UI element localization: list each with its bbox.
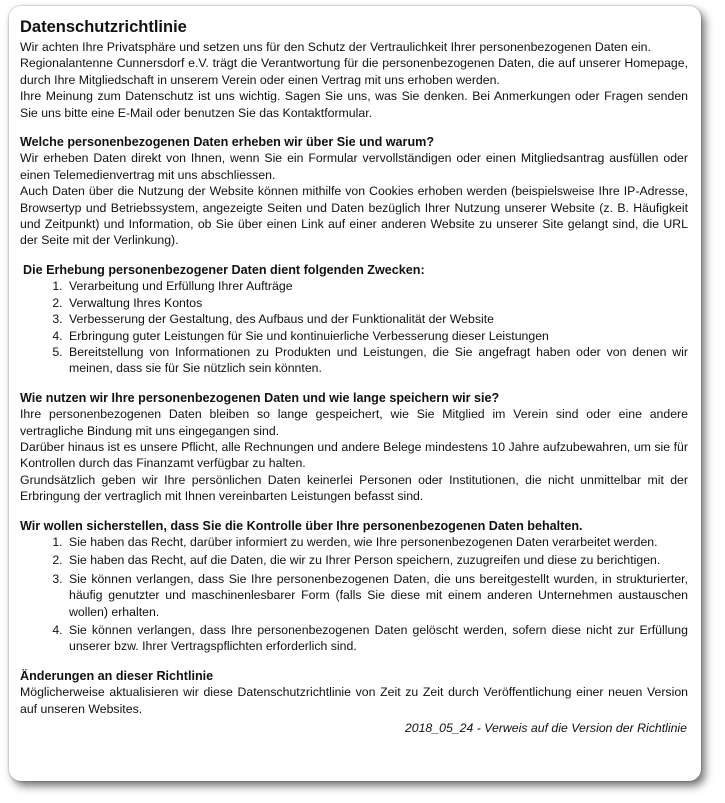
list-item: 5. Bereitstellung von Informationen zu Produkten und Leistungen, die Sie angefragt haben oder von denen wir meinen, dass sie für Sie nützlich sein könnten. — [66, 344, 688, 377]
version-note: 2018_05_24 - Verweis auf die Version der Richtlinie — [404, 721, 687, 736]
section3-paragraph-3: Grundsätzlich geben wir Ihre persönlichen Daten keinerlei Personen oder Institutionen, die nicht unmittelbar mit der Erbringung der vertraglich mit Ihnen vereinbarten Leistungen befasst sind. — [20, 472, 688, 504]
section-heading-usage-retention: Wie nutzen wir Ihre personenbezogenen Daten und wie lange speichern wir sie? — [20, 390, 500, 405]
section5-paragraph: Möglicherweise aktualisieren wir diese Datenschutzrichtlinie von Zeit zu Zeit durch Veröffentlichung einer neuen Version auf unseren Websites. — [20, 685, 688, 716]
section-heading-changes: Änderungen an dieser Richtlinie — [20, 668, 214, 683]
intro-paragraph-2: Regionalantenne Cunnersdorf e.V. trägt die Verantwortung für die personenbezogenen Daten, die auf unserer Homepage, durch Ihre Mitgliedschaft in unserem Verein oder einen Vertrag mit uns erhoben werden. — [20, 56, 688, 87]
section-heading-purposes: Die Erhebung personenbezogener Daten dient folgenden Zwecken: — [23, 262, 425, 277]
list-item: 4. Sie können verlangen, dass Ihre personenbezogenen Daten gelöscht werden, sofern diese nicht zur Erfüllung unserer bzw. Ihrer Vertragspflichten erforderlich sind. — [66, 622, 688, 655]
section1-paragraph-2: Auch Daten über die Nutzung der Website können mithilfe von Cookies erhoben werden (beispielsweise Ihre IP-Adresse, Browsertyp und Betriebssystem, angezeigte Seiten und Daten bezüglich Ihrer Nutzung unserer Website (z. B. Häufigkeit und Zeitpunkt) und Information, ob Sie über einen Link auf einer anderen Website zu unserer Site gelangt sind, die URL der Seite mit der Verlinkung). — [20, 184, 688, 248]
intro-paragraph-3: Ihre Meinung zum Datenschutz ist uns wichtig. Sagen Sie uns, was Sie denken. Bei Anmerkungen oder Fragen senden Sie uns bitte eine E-Mail oder benutzen Sie das Kontaktformular. — [20, 89, 688, 120]
list-item: 2. Sie haben das Recht, auf die Daten, die wir zu Ihrer Person speichern, zuzugreifen und diese zu berichtigen. — [66, 552, 688, 568]
list-item: 4. Erbringung guter Leistungen für Sie und kontinuierliche Verbesserung dieser Leistungen — [66, 328, 688, 344]
list-item: 2. Verwaltung Ihres Kontos — [66, 295, 688, 311]
list-item: 1. Sie haben das Recht, darüber informiert zu werden, wie Ihre personenbezogenen Daten verarbeitet werden. — [66, 534, 688, 550]
section-heading-data-collected: Welche personenbezogenen Daten erheben wir über Sie und warum? — [20, 135, 435, 150]
section3-paragraph-2: Darüber hinaus ist es unsere Pflicht, alle Rechnungen und andere Belege mindestens 10 Jahre aufzubewahren, um sie für Kontrollen durch das Finanzamt verfügbar zu halten. — [20, 439, 688, 471]
page-title: Datenschutzrichtlinie — [20, 18, 187, 36]
list-item: 3. Sie können verlangen, dass Sie Ihre personenbezogenen Daten, die uns bereitgestellt wurden, in strukturierter, häufig genutzter und maschinenlesbarer Form (falls Sie diese mit einem anderen Unternehmen austauschen wollen) erhalten. — [66, 571, 688, 620]
list-item: 1. Verarbeitung und Erfüllung Ihrer Aufträge — [66, 278, 688, 294]
section1-paragraph-1: Wir erheben Daten direkt von Ihnen, wenn Sie ein Formular vervollständigen oder einen Mitgliedsantrag ausfüllen oder einen Telemedienvertrag mit uns abschliessen. — [20, 151, 688, 182]
section3-paragraph-1: Ihre personenbezogenen Daten bleiben so lange gespeichert, wie Sie Mitglied im Verein sind oder eine andere vertragliche Bindung mit uns eingegangen sind. — [20, 407, 688, 438]
section-heading-control: Wir wollen sicherstellen, dass Sie die Kontrolle über Ihre personenbezogenen Daten behalten. — [20, 518, 583, 533]
privacy-policy-panel — [9, 6, 701, 781]
intro-paragraph-1: Wir achten Ihre Privatsphäre und setzen uns für den Schutz der Vertraulichkeit Ihrer personenbezogenen Daten ein. — [20, 40, 651, 54]
list-item: 3. Verbesserung der Gestaltung, des Aufbaus und der Funktionalität der Website — [66, 311, 688, 327]
rights-list — [20, 534, 688, 655]
purposes-list — [20, 278, 688, 376]
